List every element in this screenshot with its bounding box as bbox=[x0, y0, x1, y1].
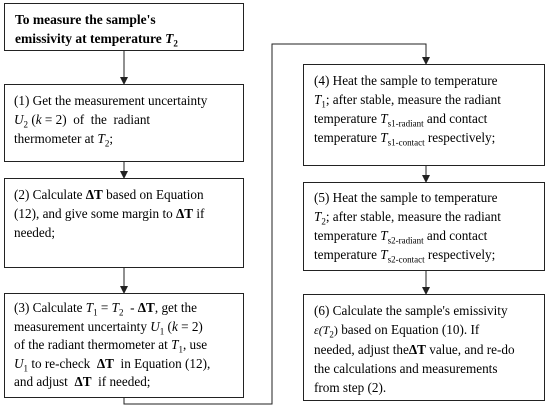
text-steps-s3-U1bsub: 1 bbox=[23, 363, 29, 374]
text-steps-s3-T1b: T bbox=[171, 337, 179, 352]
text-steps-s1-Usub: 2 bbox=[23, 119, 29, 130]
text-steps-s3-e: = 2) bbox=[177, 318, 203, 334]
text-steps-title-T: T bbox=[165, 31, 174, 46]
text-steps-s5-Ts2: T bbox=[380, 247, 388, 262]
text-steps-s6-epssub: 2 bbox=[329, 329, 334, 340]
text-steps-s6-eps: ε(T bbox=[314, 323, 330, 337]
text-steps-s6-a: (6) Calculate the sample's emissivity bbox=[314, 303, 508, 318]
text-steps-s4-c: temperature bbox=[314, 111, 381, 126]
text-steps-s3-i: in Equation (12), bbox=[113, 355, 211, 371]
text-steps-s5-T2sub: 2 bbox=[321, 216, 326, 227]
text-steps-s1-e: ; bbox=[109, 131, 113, 146]
text-steps-s3-T1: T bbox=[85, 300, 94, 315]
step-5-box bbox=[303, 182, 545, 271]
text-steps-s3-U1sub: 1 bbox=[159, 326, 165, 337]
text-steps-s3-j: and adjust bbox=[14, 374, 75, 389]
text-steps-s4-f: respectively; bbox=[424, 130, 496, 145]
text-steps-s1-d: thermometer at bbox=[14, 131, 98, 146]
text-steps-s4-b: ; after stable, measure the radiant bbox=[325, 92, 501, 107]
step-4-box bbox=[303, 64, 545, 166]
text-steps-s3-k: k bbox=[171, 318, 178, 334]
text-steps-s3-U1b: U bbox=[14, 355, 24, 371]
text-steps-s5-T2: T bbox=[314, 209, 322, 224]
text-steps-s1-c: = 2) of the radiant bbox=[41, 112, 151, 127]
text-steps-s5-f: respectively; bbox=[424, 247, 496, 262]
text-steps-s3-T2: T bbox=[111, 300, 119, 315]
text-steps-s1-k: k bbox=[35, 112, 42, 127]
text-steps-s4-d: and contact bbox=[423, 111, 488, 126]
text-steps-s5-e: temperature bbox=[314, 247, 381, 262]
title-line1: To measure the sample's bbox=[15, 12, 156, 27]
text-steps-s6-dT: ΔT bbox=[408, 342, 426, 357]
text-steps-title-sub: 2 bbox=[173, 38, 178, 49]
text-steps-s3-dT2: ΔT bbox=[96, 355, 114, 371]
step-1-box bbox=[4, 84, 244, 162]
text-steps-s3-f: of the radiant thermometer at bbox=[14, 337, 172, 352]
step-3-box bbox=[4, 293, 244, 398]
title-line2: emissivity at temperature bbox=[15, 31, 166, 46]
text-steps-s3-h: to re-check bbox=[28, 355, 97, 371]
text-steps-s4-Tssub: s1-radiant bbox=[387, 118, 424, 129]
text-steps-s4-Ts: T bbox=[380, 111, 388, 126]
text-steps-s5-Tssub: s2-radiant bbox=[387, 235, 424, 246]
text-steps-s6-e: the calculations and measurements bbox=[314, 361, 498, 376]
text-steps-s3-c: measurement uncertainty bbox=[14, 318, 151, 334]
text-steps-s3-k2: if needed; bbox=[91, 374, 151, 389]
text-steps-s6-c: needed, adjust the bbox=[314, 342, 409, 357]
text-steps-s2-dT2: ΔT bbox=[176, 206, 194, 221]
text-steps-s5-Ts: T bbox=[380, 228, 388, 243]
text-steps-s2-dT: ΔT bbox=[85, 187, 103, 202]
text-steps-s1-T: T bbox=[97, 131, 105, 146]
text-steps-s3-g: , use bbox=[182, 337, 208, 352]
text-steps-s2-a: (2) Calculate bbox=[14, 187, 86, 202]
text-steps-s4-e: temperature bbox=[314, 130, 381, 145]
text-steps-s5-a: (5) Heat the sample to temperature bbox=[314, 190, 498, 205]
title-box bbox=[4, 3, 244, 51]
text-steps-s5-d: and contact bbox=[423, 228, 488, 243]
step-6-box bbox=[303, 294, 545, 401]
text-steps-s1-Tsub: 2 bbox=[104, 138, 110, 149]
text-steps-s5-c: temperature bbox=[314, 228, 381, 243]
text-steps-s2-d: if bbox=[193, 206, 205, 221]
text-steps-s4-T1sub: 1 bbox=[321, 99, 326, 110]
text-steps-s1-U: U bbox=[14, 112, 24, 127]
text-steps-s2-e: needed; bbox=[14, 225, 56, 240]
text-steps-s2-c: (12), and give some margin to bbox=[14, 206, 177, 221]
text-steps-s4-a: (4) Heat the sample to temperature bbox=[314, 73, 498, 88]
text-steps-s1-a: (1) Get the measurement uncertainty bbox=[14, 93, 208, 108]
text-steps-s3-T1sub: 1 bbox=[93, 307, 98, 318]
text-steps-s3-T2sub: 2 bbox=[118, 307, 124, 318]
text-steps-s3-minus: - bbox=[123, 300, 138, 315]
text-steps-s6-f: from step (2). bbox=[314, 380, 387, 395]
text-steps-s3-dT3: ΔT bbox=[74, 374, 92, 389]
text-steps-s3-T1bsub: 1 bbox=[178, 344, 183, 355]
step-2-box bbox=[4, 178, 244, 268]
text-steps-s4-Ts2: T bbox=[380, 130, 388, 145]
text-steps-s4-Ts2sub: s1-contact bbox=[387, 137, 425, 148]
text-steps-s3-a: (3) Calculate bbox=[14, 300, 86, 315]
text-steps-s3-dT: ΔT bbox=[137, 300, 155, 315]
text-steps-s3-d: ( bbox=[164, 318, 172, 334]
text-steps-s6-d: value, and re-do bbox=[425, 342, 515, 357]
text-steps-s3-U1: U bbox=[150, 318, 160, 334]
text-steps-s4-T1: T bbox=[314, 92, 322, 107]
text-steps-s2-b: based on Equation bbox=[102, 187, 204, 202]
text-steps-s3-b: , get the bbox=[154, 300, 197, 315]
text-steps-s5-b: ; after stable, measure the radiant bbox=[325, 209, 501, 224]
text-steps-s5-Ts2sub: s2-contact bbox=[387, 254, 425, 265]
text-steps-s6-epsclose: ) bbox=[333, 323, 338, 337]
text-steps-s3-eq: = bbox=[97, 300, 112, 315]
text-steps-s6-b: based on Equation (10). If bbox=[337, 322, 480, 337]
text-steps-s1-b: ( bbox=[28, 112, 36, 127]
